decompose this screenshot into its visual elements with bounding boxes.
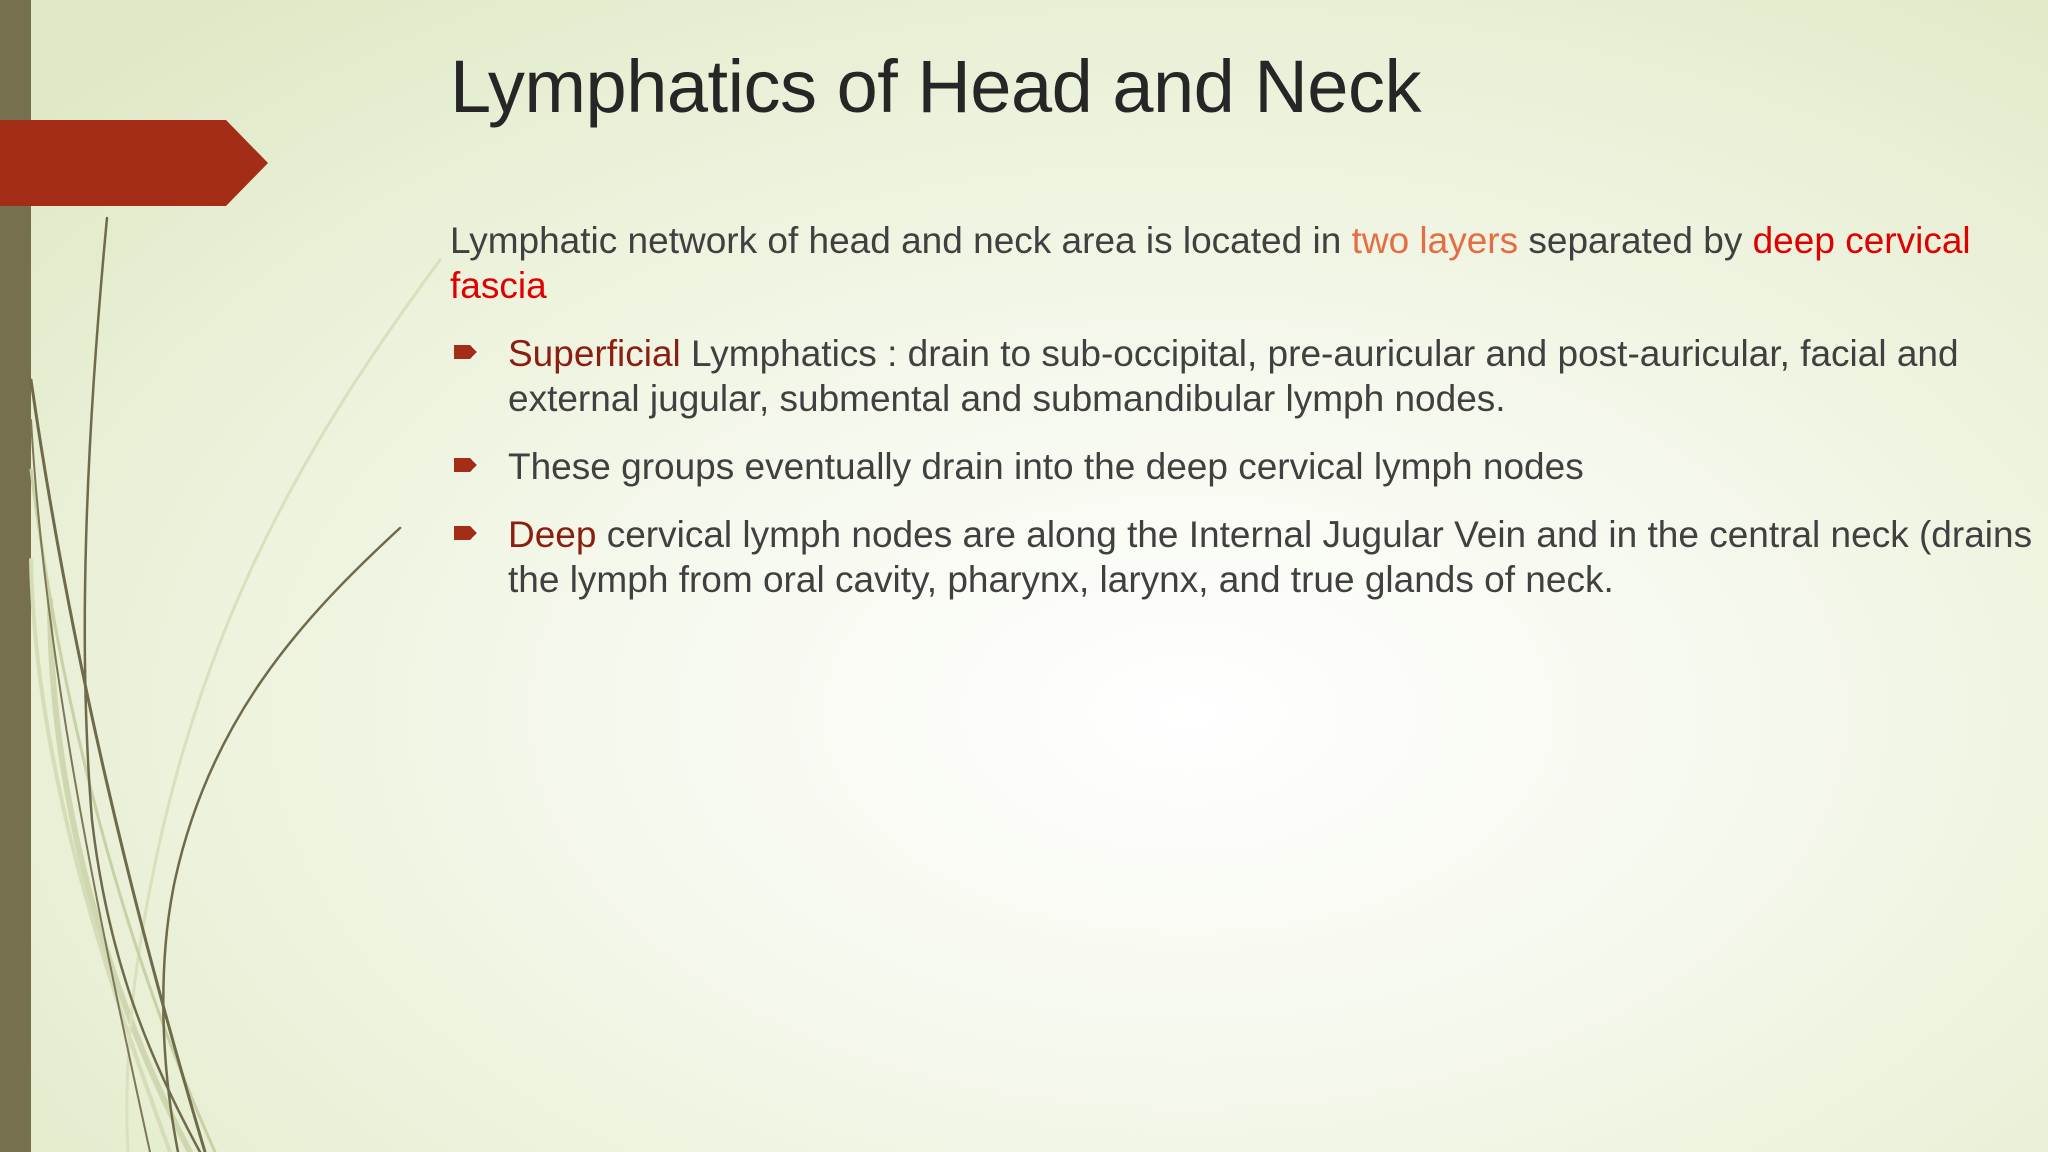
arrow-bullet-icon <box>452 342 480 362</box>
bullet-highlight-deep: Deep <box>508 514 597 555</box>
bullet-text-deep: cervical lymph nodes are along the Internal Jugular Vein and in the central neck (drains the lymph from oral cavity, pharynx, larynx, and true glands of neck. <box>508 514 2033 600</box>
intro-text-before: Lymphatic network of head and neck area is located in <box>450 220 1352 261</box>
intro-paragraph <box>450 218 2035 308</box>
slide-content <box>450 218 2035 625</box>
slide-title: Lymphatics of Head and Neck <box>450 45 1421 128</box>
intro-highlight-two-layers: two layers <box>1351 220 1519 261</box>
bullet-text-superficial: Lymphatics : drain to sub-occipital, pre-auricular and post-auricular, facial and external jugular, submental and submandibular lymph nodes. <box>508 333 1959 419</box>
arrow-bullet-icon <box>452 455 480 475</box>
intro-highlight-fascia: deep cervical fascia <box>450 220 1971 306</box>
bullet-item-deep <box>450 512 2035 602</box>
intro-text-middle: separated by <box>1518 220 1753 261</box>
bullet-text-groups: These groups eventually drain into the deep cervical lymph nodes <box>508 446 1584 487</box>
bullet-list <box>450 331 2035 602</box>
bullet-item-superficial <box>450 331 2035 421</box>
bullet-item-groups <box>450 444 2035 489</box>
bullet-highlight-superficial: Superficial <box>508 333 681 374</box>
arrow-bullet-icon <box>452 523 480 543</box>
title-accent-arrow <box>0 120 268 206</box>
